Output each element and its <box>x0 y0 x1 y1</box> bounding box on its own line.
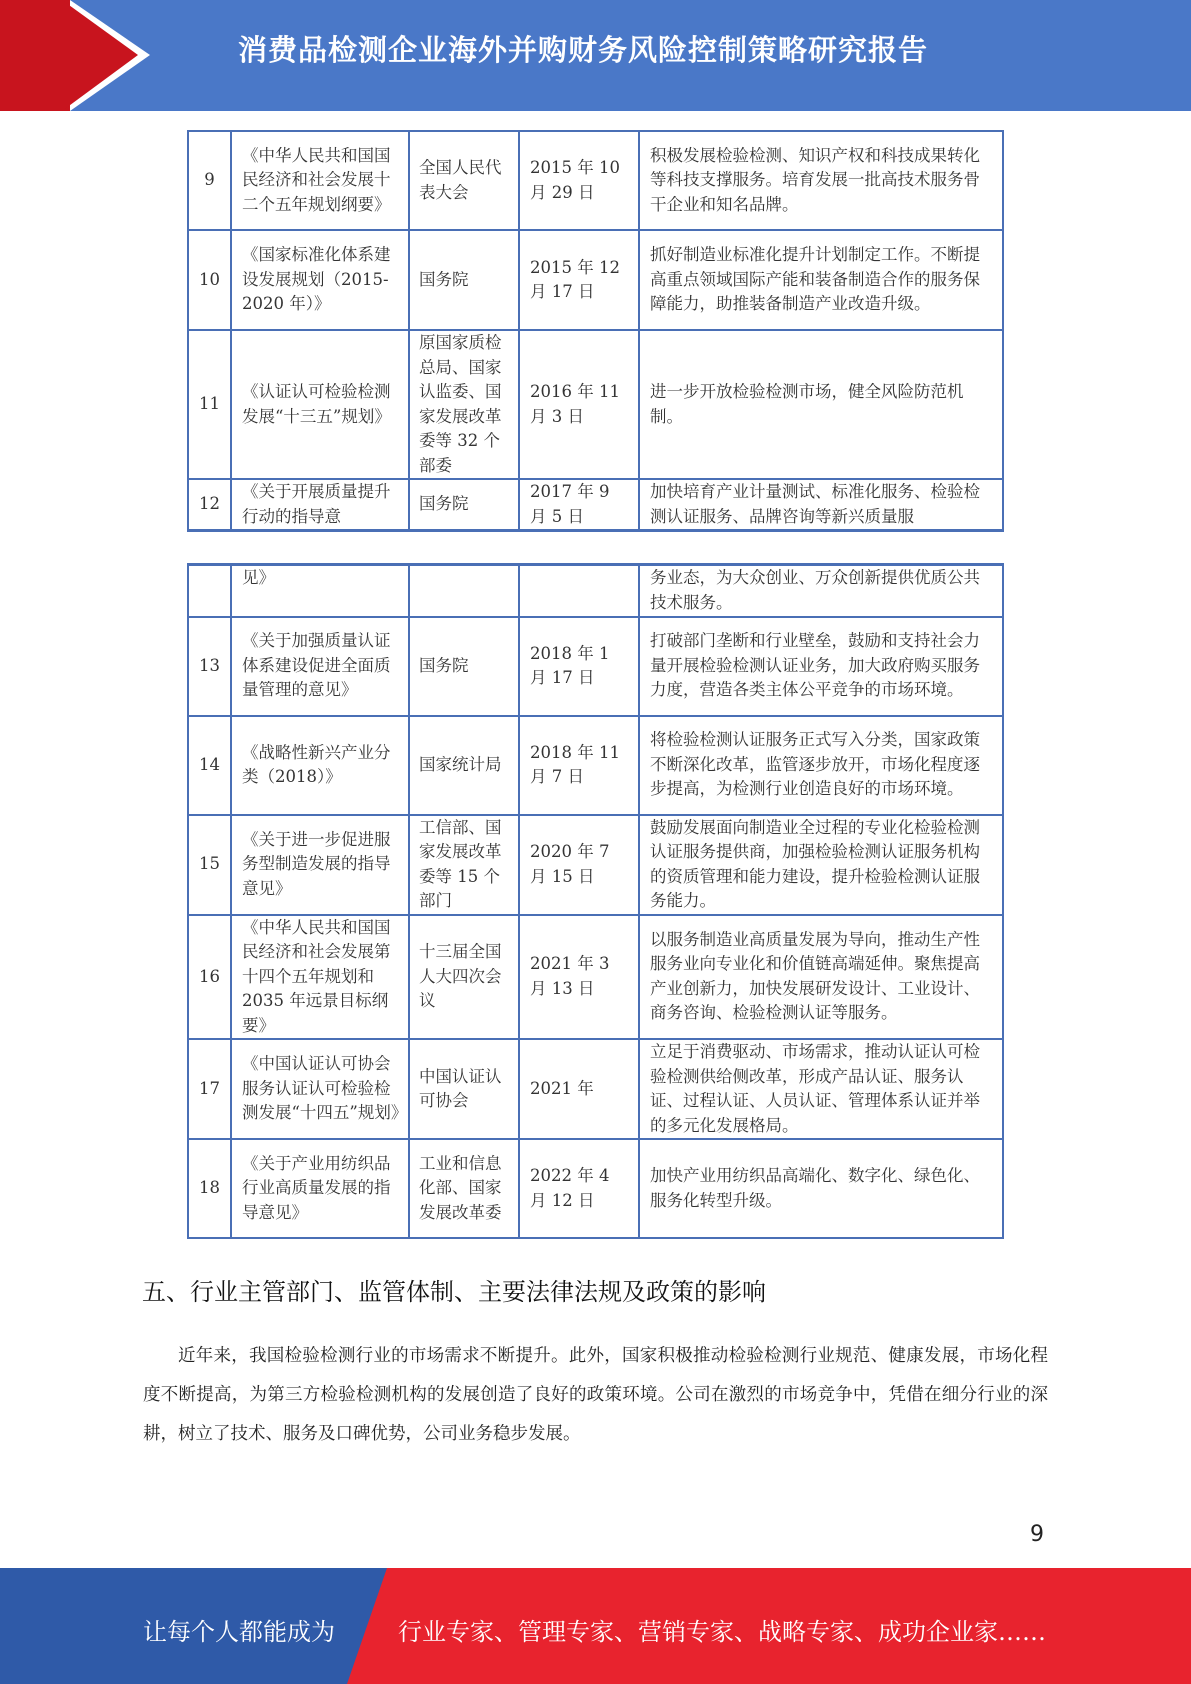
policy-content: 加快培育产业计量测试、标准化服务、检验检测认证服务、品牌咨询等新兴质量服 <box>639 479 1003 531</box>
issuing-authority: 国务院 <box>409 617 519 716</box>
policy-content: 务业态，为大众创业、万众创新提供优质公共技术服务。 <box>639 565 1003 617</box>
policy-name: 见》 <box>231 565 409 617</box>
policy-name: 《战略性新兴产业分类（2018）》 <box>231 716 409 815</box>
policy-name: 《关于加强质量认证体系建设促进全面质量管理的意见》 <box>231 617 409 716</box>
header-red-block <box>0 0 70 111</box>
policy-name: 《认证认可检验检测发展“十三五”规划》 <box>231 330 409 479</box>
issuing-authority: 国务院 <box>409 230 519 330</box>
policy-content: 立足于消费驱动、市场需求，推动认证认可检验检测供给侧改革，形成产品认证、服务认证、过程认证、人员认证、管理体系认证并举的多元化发展格局。 <box>639 1039 1003 1139</box>
issuing-authority: 国家统计局 <box>409 716 519 815</box>
issue-date: 2021 年 <box>519 1039 639 1139</box>
body-paragraph: 近年来，我国检验检测行业的市场需求不断提升。此外，国家积极推动检验检测行业规范、健康发展，市场化程度不断提高，为第三方检验检测机构的发展创造了良好的政策环境。公司在激烈的市场竞争中，凭借在细分行业的深耕，树立了技术、服务及口碑优势，公司业务稳步发展。 <box>143 1346 1048 1444</box>
table-row <box>188 131 1003 230</box>
policy-name: 《中华人民共和国国民经济和社会发展十二个五年规划纲要》 <box>231 131 409 230</box>
table-row <box>188 1139 1003 1238</box>
row-number: 17 <box>188 1039 231 1139</box>
issue-date: 2018 年 1 月 17 日 <box>519 617 639 716</box>
issue-date: 2018 年 11 月 7 日 <box>519 716 639 815</box>
issuing-authority <box>409 565 519 617</box>
issue-date: 2015 年 10 月 29 日 <box>519 131 639 230</box>
issuing-authority: 工业和信息化部、国家发展改革委 <box>409 1139 519 1238</box>
policy-content: 加快产业用纺织品高端化、数字化、绿色化、服务化转型升级。 <box>639 1139 1003 1238</box>
table-row <box>188 330 1003 479</box>
policy-name: 《关于开展质量提升行动的指导意 <box>231 479 409 531</box>
row-number: 9 <box>188 131 231 230</box>
page-number: 9 <box>1030 1522 1044 1547</box>
policy-content: 以服务制造业高质量发展为导向，推动生产性服务业向专业化和价值链高端延伸。聚焦提高产业创新力，加快发展研发设计、工业设计、商务咨询、检验检测认证等服务。 <box>639 915 1003 1040</box>
footer-blue-slant <box>347 1568 387 1684</box>
header-title: 消费品检测企业海外并购财务风险控制策略研究报告 <box>238 33 929 67</box>
policy-name: 《关于产业用纺织品行业高质量发展的指导意见》 <box>231 1139 409 1238</box>
issue-date: 2017 年 9 月 5 日 <box>519 479 639 531</box>
issue-date: 2020 年 7 月 15 日 <box>519 815 639 915</box>
table-row <box>188 815 1003 915</box>
issuing-authority: 全国人民代表大会 <box>409 131 519 230</box>
issue-date: 2022 年 4 月 12 日 <box>519 1139 639 1238</box>
policy-content: 积极发展检验检测、知识产权和科技成果转化等科技支撑服务。培育发展一批高技术服务骨干企业和知名品牌。 <box>639 131 1003 230</box>
row-number: 14 <box>188 716 231 815</box>
issuing-authority: 十三届全国人大四次会议 <box>409 915 519 1040</box>
issuing-authority: 原国家质检总局、国家认监委、国家发展改革委等 32 个部委 <box>409 330 519 479</box>
row-number: 16 <box>188 915 231 1040</box>
table-row <box>188 230 1003 330</box>
table-row <box>188 617 1003 716</box>
policy-table-top <box>187 130 1004 532</box>
issue-date: 2016 年 11 月 3 日 <box>519 330 639 479</box>
table-row <box>188 716 1003 815</box>
policy-content: 进一步开放检验检测市场，健全风险防范机制。 <box>639 330 1003 479</box>
policy-content: 打破部门垄断和行业壁垒，鼓励和支持社会力量开展检验检测认证业务，加大政府购买服务力度，营造各类主体公平竞争的市场环境。 <box>639 617 1003 716</box>
policy-content: 抓好制造业标准化提升计划制定工作。不断提高重点领域国际产能和装备制造合作的服务保障能力，助推装备制造产业改造升级。 <box>639 230 1003 330</box>
issuing-authority: 工信部、国家发展改革委等 15 个部门 <box>409 815 519 915</box>
policy-table-bottom <box>187 563 1004 1239</box>
row-number: 10 <box>188 230 231 330</box>
row-number <box>188 565 231 617</box>
table-row <box>188 479 1003 531</box>
issue-date <box>519 565 639 617</box>
policy-name: 《关于进一步促进服务型制造发展的指导意见》 <box>231 815 409 915</box>
table-row <box>188 915 1003 1040</box>
header-red-chevron <box>62 0 138 111</box>
policy-name: 《国家标准化体系建设发展规划（2015-2020 年）》 <box>231 230 409 330</box>
policy-name: 《中华人民共和国国民经济和社会发展第十四个五年规划和 2035 年远景目标纲要》 <box>231 915 409 1040</box>
row-number: 18 <box>188 1139 231 1238</box>
row-number: 11 <box>188 330 231 479</box>
policy-content: 鼓励发展面向制造业全过程的专业化检验检测认证服务提供商，加强检验检测认证服务机构的资质管理和能力建设，提升检验检测认证服务能力。 <box>639 815 1003 915</box>
row-number: 13 <box>188 617 231 716</box>
issuing-authority: 中国认证认可协会 <box>409 1039 519 1139</box>
policy-name: 《中国认证认可协会服务认证认可检验检测发展“十四五”规划》 <box>231 1039 409 1139</box>
row-number: 12 <box>188 479 231 531</box>
table-row <box>188 565 1003 617</box>
row-number: 15 <box>188 815 231 915</box>
policy-content: 将检验检测认证服务正式写入分类，国家政策不断深化改革，监管逐步放开，市场化程度逐步提高，为检测行业创造良好的市场环境。 <box>639 716 1003 815</box>
issue-date: 2021 年 3 月 13 日 <box>519 915 639 1040</box>
issuing-authority: 国务院 <box>409 479 519 531</box>
section-heading: 五、行业主管部门、监管体制、主要法律法规及政策的影响 <box>142 1278 766 1306</box>
table-row <box>188 1039 1003 1139</box>
footer-slogan-right: 行业专家、管理专家、营销专家、战略专家、成功企业家…… <box>398 1618 1046 1646</box>
footer-slogan-left: 让每个人都能成为 <box>143 1618 335 1646</box>
issue-date: 2015 年 12 月 17 日 <box>519 230 639 330</box>
